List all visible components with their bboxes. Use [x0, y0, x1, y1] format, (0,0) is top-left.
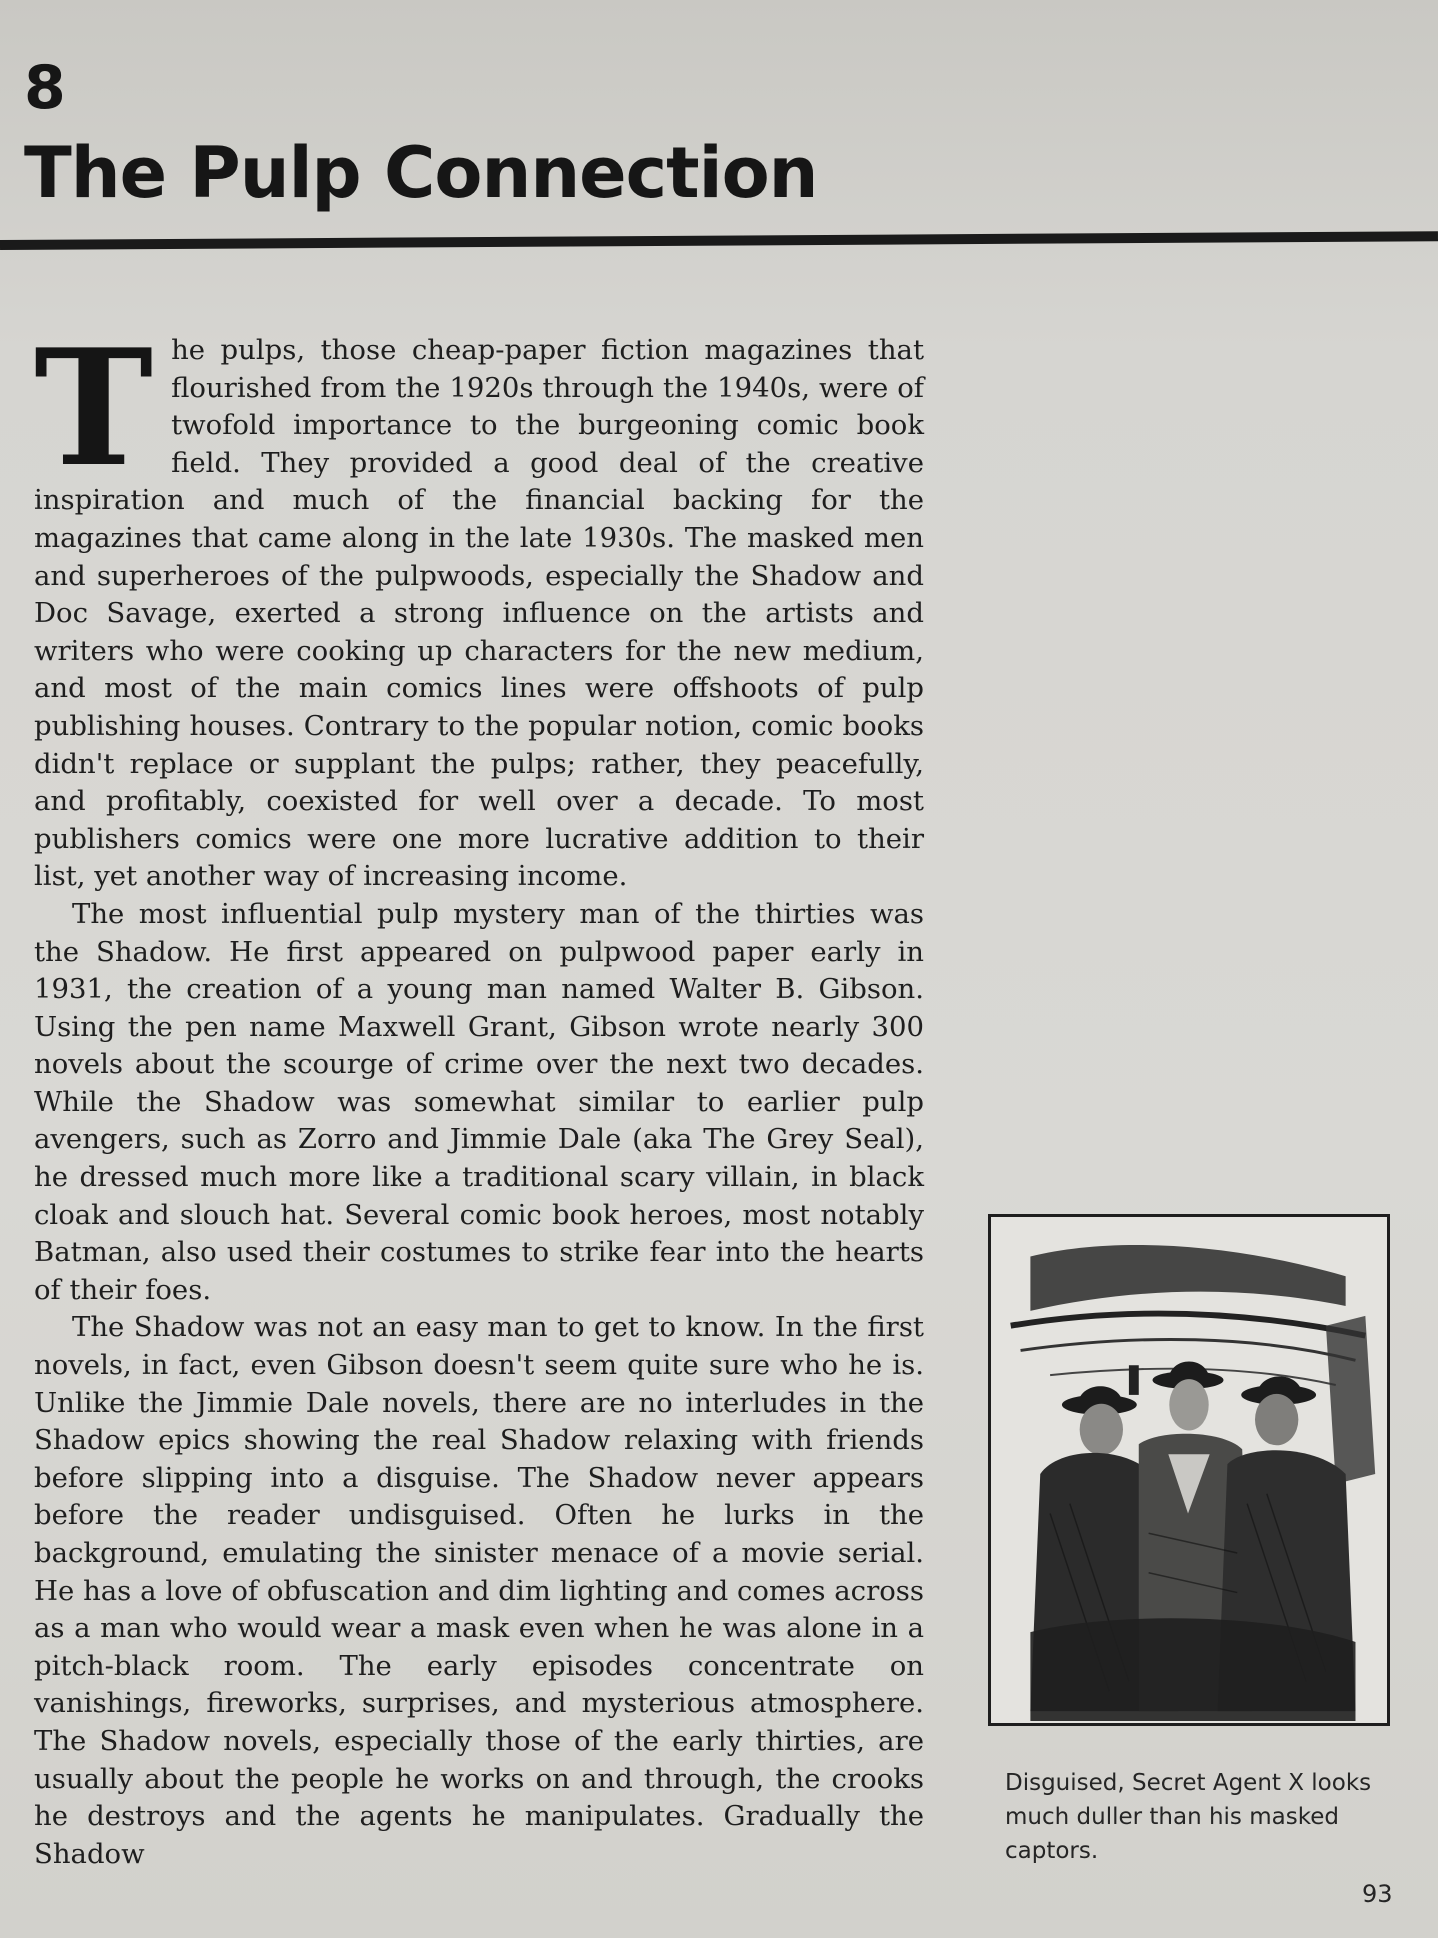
page-number: 93	[1362, 1880, 1393, 1908]
paragraph-3: The Shadow was not an easy man to get to know. In the first novels, in fact, even Gibson doesn't seem quite sure who he is. Unlike the Jimmie Dale novels, there are no interludes in the Shadow epics showing the real Shadow relaxing with friends before slipping into a disguise. The Shadow never appears before the reader undisguised. Often he lurks in the background, emulating the sinister menace of a movie serial. He has a love of obfuscation and dim lighting and comes across as a man who would wear a mask even when he was alone in a pitch-black room. The early episodes concentrate on vanishings, fireworks, surprises, and mysterious atmosphere. The Shadow novels, especially those of the early thirties, are usually about the people he works on and through, the crooks he destroys and the agents he manipulates. Gradually the Shadow	[34, 1311, 924, 1870]
body-text	[34, 314, 924, 1873]
figure-caption: Disguised, Secret Agent X looks much duller than his masked captors.	[1005, 1770, 1372, 1864]
paragraph-1-text: he pulps, those cheap-paper fiction magazines that flourished from the 1920s through the 1940s, were of twofold importance to the burgeoning comic book field. They provided a good deal of the creative inspiration and much of the financial backing for the magazines that came along in the late 1930s. The masked men and superheroes of the pulpwoods, especially the Shadow and Doc Savage, exerted a strong influence on the artists and writers who were cooking up characters for the new medium, and most of the main comics lines were offshoots of pulp publishing houses. Contrary to the popular notion, comic books didn't replace or supplant the pulps; rather, they peacefully, and profitably, coexisted for well over a decade. To most publishers comics were one more lucrative addition to their list, yet another way of increasing income.	[34, 334, 924, 893]
chapter-title: The Pulp Connection	[24, 132, 818, 214]
paragraph-1	[34, 314, 924, 896]
pulp-illustration-icon	[991, 1217, 1387, 1723]
figure-illustration	[988, 1214, 1390, 1726]
chapter-number: 8	[24, 53, 66, 123]
drop-cap: T	[34, 314, 154, 502]
paragraph-2: The most influential pulp mystery man of the thirties was the Shadow. He first appeared on pulpwood paper early in 1931, the creation of a young man named Walter B. Gibson. Using the pen name Maxwell Grant, Gibson wrote nearly 300 novels about the scourge of crime over the next two decades. While the Shadow was somewhat similar to earlier pulp avengers, such as Zorro and Jimmie Dale (aka The Grey Seal), he dressed much more like a traditional scary villain, in black cloak and slouch hat. Several comic book heroes, most notably Batman, also used their costumes to strike fear into the hearts of their foes.	[34, 897, 924, 1306]
header-rule	[0, 231, 1438, 250]
